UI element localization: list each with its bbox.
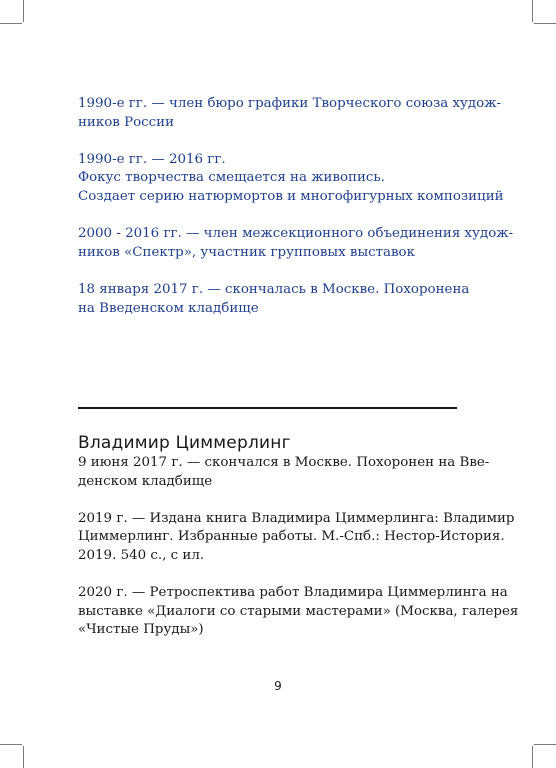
section-heading: Владимир Циммерлинг [78,433,291,453]
timeline-black [78,432,519,659]
page-number: 9 [274,679,282,693]
entry-line: Циммерлинг. Избранные работы. М.-Спб.: Нестор-История. [78,529,505,545]
entry-line: 2020 г. — Ретроспектива работ Владимира Циммерлинга на [78,585,508,601]
entry-line: 1990-е гг. — член бюро графики Творческого союза худож- [78,96,502,111]
crop-mark-top-right-h [534,23,556,24]
crop-mark-top-left [23,0,24,22]
entry-line: 18 января 2017 г. — скончалась в Москве. Похоронена [78,281,470,297]
entry-line: ников «Спектр», участник групповых выставок [78,244,415,260]
timeline-entry [78,151,504,207]
crop-mark-bottom-right [532,746,533,768]
entry-line: на Введенском кладбище [78,300,259,316]
timeline-entry [78,454,490,491]
crop-mark-top-right [532,0,533,22]
entry-line: 9 июня 2017 г. — скончался в Москве. Похоронен на Вве- [78,455,490,470]
timeline-entry [78,225,514,262]
entry-line: 2000 - 2016 гг. — член межсекционного объединения худож- [78,226,514,242]
entry-line: Фокус творчества смещается на живопись. [78,170,385,186]
entry-line: денском кладбище [78,473,213,489]
crop-mark-bottom-right-h [534,744,556,745]
crop-mark-bottom-left [23,746,24,768]
crop-mark-bottom-left-h [0,744,22,745]
entry-line: «Чистые Пруды») [78,622,204,638]
timeline-entry [78,95,502,132]
entry-line: 1990-е гг. — 2016 гг. [78,151,226,167]
entry-line: 2019 г. — Издана книга Владимира Циммерлинга: Владимир [78,510,515,526]
timeline-entry [78,584,519,640]
entry-line: ников России [78,114,174,130]
timeline-entry [78,510,515,566]
entry-line: Создает серию натюрмортов и многофигурных композиций [78,188,504,204]
entry-line: выставке «Диалоги со старыми мастерами» (Москва, галерея [78,603,519,619]
timeline-blue [78,95,514,337]
entry-line: 2019. 540 с., с ил. [78,547,205,563]
section-divider [78,407,457,409]
timeline-entry [78,281,478,318]
crop-mark-top-left-h [0,23,22,24]
